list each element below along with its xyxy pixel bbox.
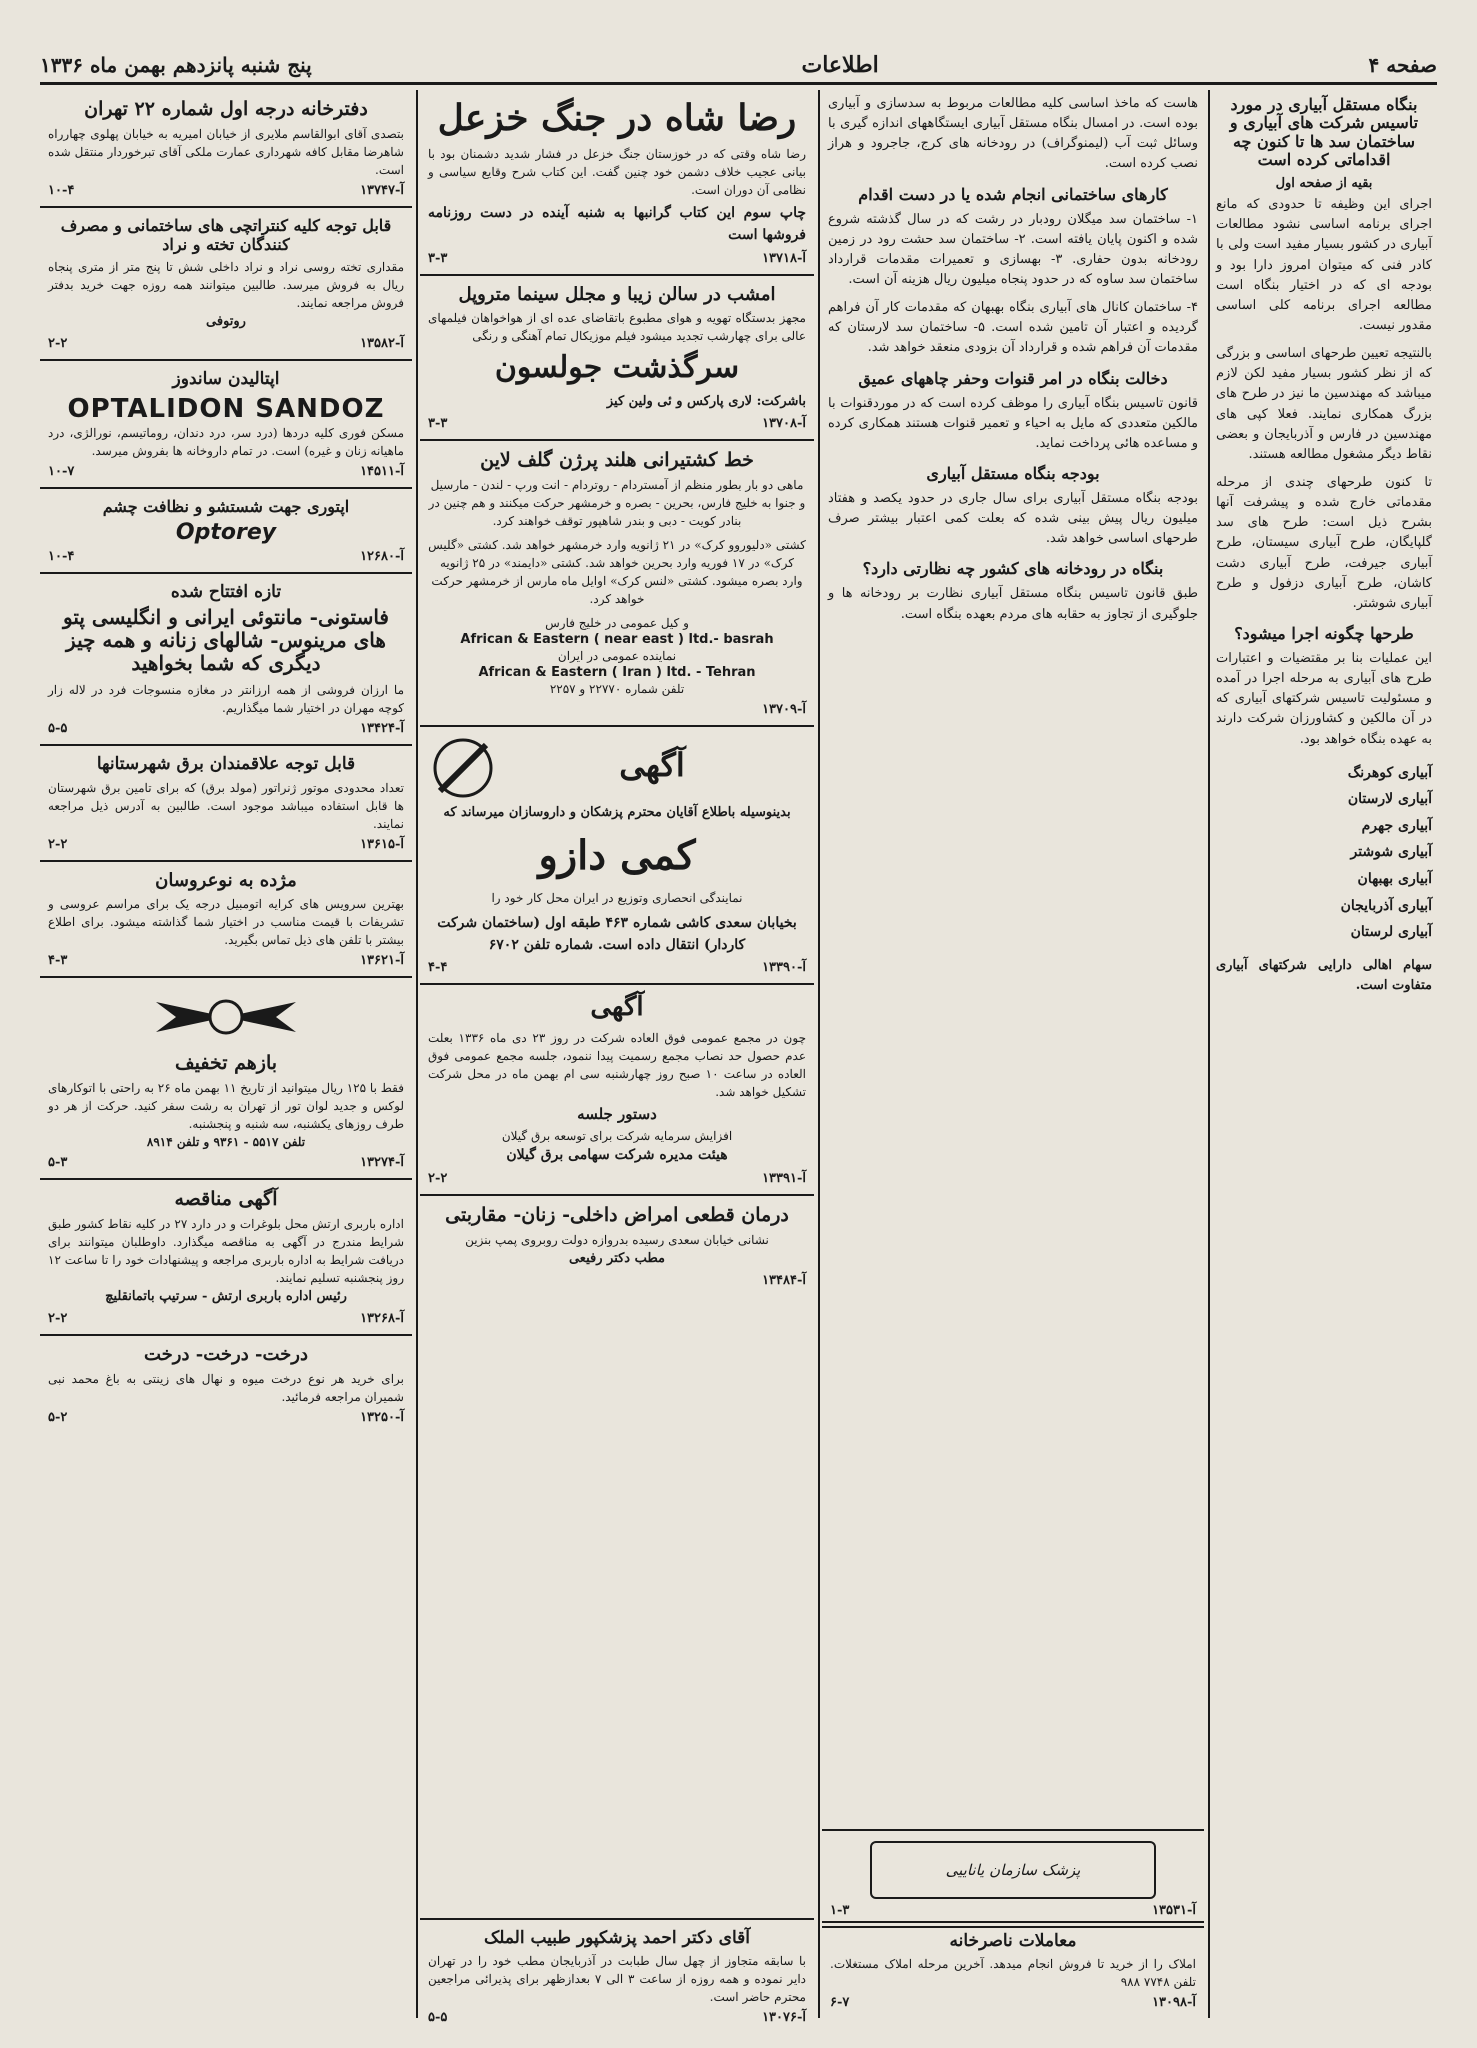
ad-code: آ-۱۳۴۲۴ xyxy=(360,721,404,737)
ad-text: مقداری تخته روسی نراد و نراد داخلی شش تا پنج متر از متری پنجاه ریال به فروش میرسد. طالبین میتوانند همه روزه جهت خرید بدفتر فروش مراجعه نمایند. xyxy=(48,260,404,311)
ad-text: بدینوسیله باطلاع آقایان محترم پزشکان و داروسازان میرساند که xyxy=(443,804,791,820)
bus-discount-ad xyxy=(40,978,412,1180)
ad-text: و کیل عمومی در خلیج فارس xyxy=(545,615,689,630)
agent-phone: تلفن شماره ۲۲۷۷۰ و ۲۲۵۷ xyxy=(549,681,685,696)
irrigation-article-column xyxy=(1212,90,1436,2018)
ad-code: آ-۱۳۰۷۶ xyxy=(762,2010,806,2026)
ad-text: برای خرید هر نوع درخت میوه و نهال های زینتی به باغ محمد نبی شمیران مراجعه فرمائید. xyxy=(48,1371,404,1404)
ad-text: ما ارزان فروشی از همه ارزانتر در مغازه منسوجات فرد در لاله زار کوچه مهران در اختیار شما میگذاریم. xyxy=(48,683,404,716)
brand-name: Optorey xyxy=(175,519,277,545)
ad-code: آ-۱۳۷۴۷ xyxy=(360,182,404,198)
winged-emblem-icon xyxy=(146,992,306,1042)
ad-text: کشتی «دلیوروو کرک» در ۲۱ ژانویه وارد خرمشهر خواهد شد. کشتی «گلیس کرک» در ۱۷ فوریه وارد بحرین خواهد شد. کشتی «دایمند» در ۲۵ ژانویه وارد بصره میشود. کشتی «لنس کرک» اوایل ماه مارس از خرمشهر حرکت خواهد کرد. xyxy=(428,537,806,606)
ad-title: آگهی مناقصه xyxy=(174,1188,278,1211)
bus-logo xyxy=(48,984,404,1050)
stamp-ad xyxy=(822,1829,1204,1928)
middle-ads-column xyxy=(420,90,814,2018)
list-item: آبیاری لارستان xyxy=(1347,791,1432,808)
ad-run: ۵-۲ xyxy=(48,1409,68,1425)
ad-title: درخت- درخت- درخت xyxy=(143,1344,308,1365)
timber-ad xyxy=(40,208,412,362)
ad-text: فقط با ۱۲۵ ریال میتوانید از تاریخ ۱۱ بهمن ماه ۲۶ به راحتی با اتوکارهای لوکس و جدید لوان تور از تهران به رشت سفر کنید. حرکت از هر دو طرف روزهای یکشنبه، سه شنبه و پنجشنبه. xyxy=(48,1081,404,1132)
article-subheading: کارهای ساختمانی انجام شده یا در دست اقدام xyxy=(858,184,1168,204)
column-rule xyxy=(818,90,820,2018)
page-number: صفحه ۴ xyxy=(1368,53,1437,77)
article-subheading: بودجه بنگاه مستقل آبیاری xyxy=(926,463,1100,483)
ad-title: قابل توجه کلیه کنتراتچی های ساختمانی و مصرف کنندگان تخته و نراد xyxy=(60,215,392,254)
article-paragraph: سهام اهالی دارایی شرکتهای آبیاری متفاوت است. xyxy=(1216,957,1432,993)
article-paragraph: بالنتیجه تعیین طرحهای اساسی و بزرگی که از نظر کشور بسیار مفید لکن لازم میباشد که مهندسین ما نیز در طرح های بزرگ همکاری نمایند. فعلا کپی های مهندسین در فارس و آذربایجان و بعضی نقاط دیگر مشغول مطالعه هستند. xyxy=(1216,346,1432,462)
article-paragraph: ۴- ساختمان کانال های آبیاری بنگاه بهبهان که مقدمات کار آن فراهم گردیده و اعتبار آن تامین شده است. ۵- ساختمان سد لارستان که مقدمات آن فراهم شده و قرارداد آن بزودی منعقد خواهد شد. xyxy=(828,300,1199,356)
ad-code: آ-۱۳۲۶۸ xyxy=(360,1311,404,1326)
article-subheading: دخالت بنگاه در امر قنوات وحفر چاههای عمیق xyxy=(858,368,1168,388)
pharma-notice-ad xyxy=(420,727,814,986)
doctor-ad xyxy=(420,1918,814,2026)
continued-note: بقیه از صفحه اول xyxy=(1275,175,1373,191)
ad-signature: رئیس اداره باربری ارتش - سرتیپ باتمانقلیچ xyxy=(105,1288,347,1304)
ad-title: آگهی xyxy=(590,992,644,1023)
film-cast: باشرکت: لاری پارکس و ئی ولین کیز xyxy=(606,393,806,409)
emblem-icon xyxy=(428,733,498,803)
ad-title: معاملات ناصرخانه xyxy=(949,1930,1077,1951)
ad-text: نمایندگی انحصاری وتوزیع در ایران محل کار خود را xyxy=(491,890,743,905)
project-list xyxy=(1216,760,1432,946)
article-paragraph: ۱- ساختمان سد میگلان رودبار در رشت که در سال گذشته شروع شده و اکنون پایان یافته است. ۲- ساختمان سد حشت رود در زمین رودخانه بدون حفاری. ۳- بهسازی و تعمیرات مقدمات قرارداد ساختمان سد ساوه که در حدود پنجاه میلیون ریال هزینه آن است. xyxy=(828,211,1198,287)
issue-date: پنج شنبه پانزدهم بهمن ماه ۱۳۳۶ xyxy=(40,53,312,77)
ad-code: آ-۱۳۳۹۰ xyxy=(762,960,806,976)
list-item: آبیاری بهبهان xyxy=(1357,871,1432,888)
ad-title: امشب در سالن زیبا و مجلل سینما متروپل xyxy=(458,283,776,305)
article-paragraph: قانون تاسیس بنگاه آبیاری را موظف کرده است که در موردقنوات با مالکین متعددی که مایل به احیاء و تعمیر قنوات هستند همکاری کرده و مساعده هائی پرداخت نماید. xyxy=(828,395,1199,451)
doctor-name: مطب دکتر رفیعی xyxy=(568,1250,666,1266)
book-ad xyxy=(420,90,814,276)
ad-text: املاک را از خرید تا فروش انجام میدهد. آخرین مرحله املاک مستغلات. تلفن ۷۷۴۸ ۹۸۸ xyxy=(830,1957,1196,1989)
stamp-text: پزشک سازمان یاناییی xyxy=(945,1861,1081,1879)
generator-ad xyxy=(40,746,412,861)
article-subheading: بنگاه در رودخانه های کشور چه نظارتی دارد؟ xyxy=(862,559,1164,579)
ad-code: آ-۱۳۰۹۸ xyxy=(1152,1995,1196,2010)
list-item: آبیاری آذربایجان xyxy=(1340,897,1432,914)
ad-text: بتصدی آقای ابوالقاسم ملایری از خیابان امیریه به خیابان پهلوی چهارراه شاهرضا مقابل کافه شهرداری عمارت ملکی آقای تبرخوردار منتقل شده است. xyxy=(48,126,404,177)
agent-name: African & Eastern ( Iran ) ltd. - Tehran xyxy=(478,664,756,680)
ad-run: ۴-۴ xyxy=(428,960,448,976)
ad-code: آ-۱۳۶۲۱ xyxy=(360,953,404,969)
list-item: آبیاری کوهرنگ xyxy=(1347,764,1432,781)
ad-code: آ-۱۳۴۸۴ xyxy=(762,1272,806,1288)
article-paragraph: اجرای این وظیفه تا حدودی که مانع اجرای برنامه اساسی نشود مطالعات آبیاری در کشور بسیار مفید است ولی با کادر فنی که میتوان امروز دارا بود و بودجه ای که در اختیار بنگاه است مطالعه اجرای برنامه کلی اساسی مقدور نیست. xyxy=(1216,197,1432,333)
meeting-ad xyxy=(420,985,814,1196)
agenda-text: افزایش سرمایه شرکت برای توسعه برق گیلان xyxy=(501,1129,733,1144)
ad-headline: فاستونی- مانتوئی ایرانی و انگلیسی پتو های مرینوس- شالهای زنانه و همه چیز دیگری که شما بخواهید xyxy=(63,605,389,676)
ad-code: آ-۱۳۵۸۲ xyxy=(360,336,404,352)
ad-text: چون در مجمع عمومی فوق العاده شرکت در روز ۲۳ دی ماه ۱۳۳۶ بعلت عدم حصول حد نصاب مجمع رسمیت پیدا ننمود، جلسه مجمع عمومی فوق العاده در ساعت ۱۰ صبح روز چهارشنبه سی ام بهمن ماه در محل شرکت تشکیل خواهد شد. xyxy=(428,1031,806,1100)
article-subheading: طرحها چگونه اجرا میشود؟ xyxy=(1234,623,1414,643)
ad-note: چاپ سوم این کتاب گرانبها به شنبه آینده در دست روزنامه فروشها است xyxy=(428,205,806,244)
masthead xyxy=(40,48,1437,85)
ad-run: ۲-۲ xyxy=(428,1170,448,1186)
ad-run: ۱۰-۴ xyxy=(48,182,75,198)
tender-ad xyxy=(40,1180,412,1336)
stamp-graphic xyxy=(870,1841,1156,1899)
ad-run: ۵-۳ xyxy=(48,1155,68,1171)
ad-code: آ-۱۳۲۵۰ xyxy=(360,1409,404,1425)
ad-code: آ-۱۳۷۰۸ xyxy=(762,416,806,431)
clinic-ad xyxy=(420,1196,814,1296)
ad-run: ۲-۲ xyxy=(48,836,68,852)
ad-title: رضا شاه در جنگ خزعل xyxy=(437,97,797,139)
notary-ad xyxy=(40,90,412,208)
ad-code: آ-۱۳۳۹۱ xyxy=(762,1170,806,1186)
ad-text: اداره باربری ارتش محل بلوغرات و در دارد ۲۷ در کلیه نقاط کشور طبق شرایط مندرج در آگهی به مناقصه میگذارد. داوطلبان میتوانند برای دریافت شرایط به اداره باربری مراجعه و پیشنهادات خود را تا ساعت ۱۲ روز پنجشنبه تسلیم نمایند. xyxy=(48,1216,404,1285)
ad-title: قابل توجه علاقمندان برق شهرستانها xyxy=(96,754,356,775)
ad-phones: تلفن ۵۵۱۷ - ۹۳۶۱ و تلفن ۸۹۱۴ xyxy=(146,1135,306,1150)
ad-code: آ-۱۳۷۱۸ xyxy=(762,250,806,266)
ad-title: اپتوری جهت شستشو و نظافت چشم xyxy=(102,496,350,516)
column-rule xyxy=(1208,90,1210,2018)
ad-code: آ-۱۳۲۷۴ xyxy=(360,1155,404,1171)
wedding-car-ad xyxy=(40,862,412,979)
ad-title: دفترخانه درجه اول شماره ۲۲ تهران xyxy=(84,98,368,120)
agenda-title: دستور جلسه xyxy=(577,1105,657,1124)
ad-text: نشانی خیابان سعدی رسیده بدروازه دولت روبروی پمپ بنزین xyxy=(465,1232,769,1247)
ad-run: ۱۰-۴ xyxy=(48,548,75,564)
product-name: کمی دازو xyxy=(538,831,696,879)
ad-run: ۱۰-۷ xyxy=(48,463,75,479)
article-paragraph: این عملیات بنا بر مقتضیات و اعتبارات طرح های آبیاری به مرحله اجرا در آمده و مسئولیت تاسیس شرکتهای آبیاری که در آن مالکین و کشاورزان شرکت دارند به عهده بنگاه خواهد بود. xyxy=(1216,650,1432,747)
agent-name: African & Eastern ( near east ) ltd.- basrah xyxy=(460,631,774,647)
ad-code: آ-۱۴۵۱۱ xyxy=(360,463,404,479)
ad-run: ۵-۵ xyxy=(48,721,68,737)
ad-text: تعداد محدودی موتور ژنراتور (مولد برق) که برای تامین برق شهرستان ها قابل استفاده میباشد موجود است. طالبین به آدرس ذیل مراجعه نمایند. xyxy=(48,780,404,831)
ad-text: ماهی دو بار بطور منظم از آمستردام - روتردام - انت ورپ - لندن - مارسیل و جنوا به خلیج فارس، بحرین - بصره و خرمشهر حرکت میکنند و هم چنین در بنادر کویت - دبی و بندر شاهپور توقف خواهند کرد. xyxy=(428,477,806,528)
ad-title: آگهی xyxy=(619,746,685,785)
ad-text: با سابقه متجاوز از چهل سال طبابت در آذربایجان مطب خود را در تهران دایر نموده و همه روزه از ساعت ۳ الی ۷ بعدازظهر برای پذیرائی مراجعین محترم حاضر است. xyxy=(428,1954,807,2005)
ad-run: ۶-۷ xyxy=(830,1995,850,2010)
optalidon-ad xyxy=(40,361,412,488)
paper-name: اطلاعات xyxy=(801,52,879,78)
optorey-ad xyxy=(40,489,412,574)
ad-title: آقای دکتر احمد پزشکپور طبیب الملک xyxy=(483,1928,750,1948)
ad-signature: هیئت مدیره شرکت سهامی برق گیلان xyxy=(506,1147,728,1164)
ad-code: آ-۱۳۶۱۵ xyxy=(360,836,404,852)
fabric-ad xyxy=(40,574,412,746)
list-item: آبیاری لرستان xyxy=(1350,924,1432,941)
ad-signature: روتوفی xyxy=(206,314,246,330)
article-paragraph: تا کنون طرحهای چندی از مرحله مقدماتی خارج شده و پیشرفت آنها بشرح ذیل است: طرح های سد گلپایگان، طرح آبیاری سیستان، طرح آبیاری جیرفت، طرح آبیاری دشت کاشان، طرح آبیاری دزفول و طرح آبیاری شوشتر. xyxy=(1216,474,1432,611)
brand-name: OPTALIDON SANDOZ xyxy=(67,393,385,424)
ad-text: رضا شاه وقتی که در خوزستان جنگ خزعل در فشار شدید دشمنان بود با بیانی عجیب خلاف دشمن خود چنین گفت. این کتاب شرح وقایع سیاسی و نظامی آن دوران است. xyxy=(428,147,806,198)
ad-run: ۲-۲ xyxy=(48,1311,68,1326)
ad-run: ۴-۳ xyxy=(48,953,68,969)
classified-ads-column xyxy=(40,90,412,2018)
ad-text: نماینده عمومی در ایران xyxy=(557,648,677,663)
ad-title: خط کشتیرانی هلند پرژن گلف لاین xyxy=(480,449,754,471)
ad-title: تازه افتتاح شده xyxy=(170,581,282,602)
ad-run: ۳-۳ xyxy=(428,250,448,266)
column-rule xyxy=(416,90,418,2018)
irrigation-article-column-2 xyxy=(822,90,1204,2018)
list-item: آبیاری جهرم xyxy=(1361,817,1432,834)
ad-address: بخیابان سعدی کاشی شماره ۴۶۳ طبقه اول (ساختمان شرکت کاردار) انتقال داده است. شماره تلفن ۶۷۰۲ xyxy=(437,914,797,953)
ad-run: ۱-۳ xyxy=(830,1903,850,1918)
ad-text: مجهز بدستگاه تهویه و هوای مطبوع باتقاضای عده ای از هواخواهان فیلمهای عالی برای چهارشب تجدید میشود فیلم موزیکال تمام آهنگی و رنگی xyxy=(428,311,806,344)
article-headline: بنگاه مستقل آبیاری در مورد تاسیس شرکت های آبیاری و ساختمان سد ها تا کنون چه اقداماتی کرده است xyxy=(1229,95,1419,170)
ad-text: بهترین سرویس های کرایه اتومبیل درجه یک برای مراسم عروسی و تشریفات با قیمت مناسب در اختیار شما گذاشته میشود. برای اطلاع بیشتر با تلفن های ذیل تماس بگیرید. xyxy=(48,897,404,948)
ad-run: ۳-۳ xyxy=(428,416,448,431)
cinema-ad xyxy=(420,276,814,441)
ad-code: آ-۱۲۶۸۰ xyxy=(360,548,404,564)
ad-title: اپتالیدن ساندوز xyxy=(172,369,280,390)
film-title: سرگذشت جولسون xyxy=(494,350,740,386)
ad-code: آ-۱۳۵۳۱ xyxy=(1152,1903,1196,1918)
ad-text: مسکن فوری کلیه دردها (درد سر، درد دندان، روماتیسم، نورالژی، درد ماهیانه زنان و غیره) است. در تمام داروخانه ها بفروش میرسد. xyxy=(48,425,404,458)
list-item: آبیاری شوشتر xyxy=(1350,844,1432,861)
ad-run: ۵-۵ xyxy=(428,2010,448,2026)
real-estate-ad xyxy=(822,1921,1204,2018)
article-paragraph: بودجه بنگاه مستقل آبیاری برای سال جاری در حدود یکصد و هفتاد میلیون ریال پیش بینی شده که بعلت کمی اعتبار بیشتر صرف طرحهای اساسی خواهد شد. xyxy=(828,490,1198,547)
tree-ad xyxy=(40,1336,412,1433)
ad-title: درمان قطعی امراض داخلی- زنان- مقاربتی xyxy=(445,1203,789,1226)
shipping-ad xyxy=(420,441,814,727)
ad-title: بازهم تخفیف xyxy=(174,1052,278,1075)
article-paragraph: هاست که ماخذ اساسی کلیه مطالعات مربوط به سدسازی و آبیاری بوده است. در امسال بنگاه مستقل آبیاری ایستگاههای اندازه گیری با وسائل ثبت آب (لیمنوگراف) در رودخانه های کرج، جاجرود و هراز نصب کرده است. xyxy=(828,96,1198,172)
article-paragraph: طبق قانون تاسیس بنگاه مستقل آبیاری نظارت بر رودخانه ها و جلوگیری از تجاوز به حقابه های مردم بعهده بنگاه است. xyxy=(828,586,1198,622)
ad-run: ۲-۲ xyxy=(48,336,68,352)
ad-title: مژده به نوعروسان xyxy=(155,869,297,891)
ad-code: آ-۱۳۷۰۹ xyxy=(762,701,806,717)
